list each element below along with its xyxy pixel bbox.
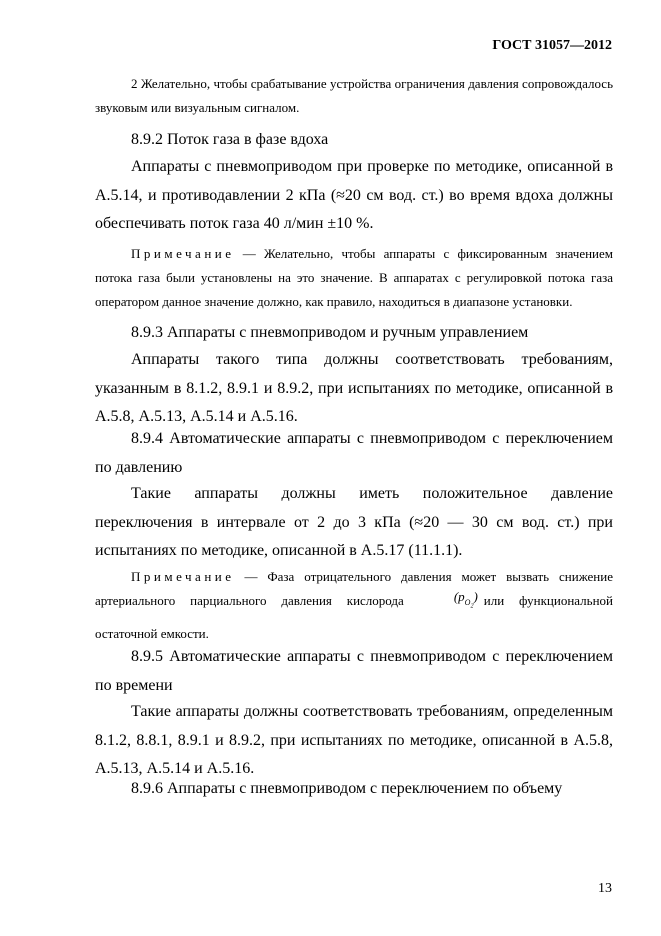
- note-label: Примечание: [131, 569, 235, 584]
- note-2: 2 Желательно, чтобы срабатывание устройства ограничения давления сопровождалось звуковым или визуальным сигналом.: [95, 76, 613, 115]
- note-flow: [95, 242, 613, 314]
- note-text: — Желательно, чтобы аппараты с фиксированным значением потока газа были установлены на это значение. В аппаратах с регулировкой потока газа оператором данное значение должно, как правило, находиться в диапазоне установки.: [95, 246, 613, 309]
- section-8-9-4-title: 8.9.4 Автоматические аппараты с пневмоприводом с переключением по давлению: [95, 430, 613, 476]
- note-label: Примечание: [131, 246, 235, 261]
- note-text-a: — Фаза отрицательного давления может вызвать снижение артериального парциального давления кислорода: [95, 569, 613, 608]
- section-8-9-6-title: 8.9.6 Аппараты с пневмоприводом с переключением по объему: [131, 780, 563, 797]
- section-8-9-3-body: Аппараты такого типа должны соответствовать требованиям, указанным в 8.1.2, 8.9.1 и 8.9.2, при испытаниях по методике, описанной в А.5.8, А.5.13, А.5.14 и А.5.16.: [95, 351, 613, 425]
- standard-header: ГОСТ 31057—2012: [492, 38, 612, 53]
- note-text-b: или функциональной остаточной емкости.: [95, 593, 613, 642]
- page-number: 13: [598, 881, 612, 896]
- section-8-9-5-title: 8.9.5 Автоматические аппараты с пневмоприводом с переключением по времени: [95, 648, 613, 694]
- section-8-9-5-body: Такие аппараты должны соответствовать требованиям, определенным 8.1.2, 8.8.1, 8.9.1 и 8.9.2, при испытаниях по методике, описанной в А.5.8, А.5.13, А.5.14 и А.5.16.: [95, 703, 613, 777]
- section-8-9-3-title: 8.9.3 Аппараты с пневмоприводом и ручным управлением: [131, 324, 529, 341]
- section-8-9-4-body: Такие аппараты должны иметь положительное давление переключения в интервале от 2 до 3 кПа (≈20 — 30 см вод. ст.) при испытаниях по методике, описанной в А.5.17 (11.1.1).: [95, 485, 613, 559]
- section-8-9-2-body: Аппараты с пневмоприводом при проверке по методике, описанной в А.5.14, и противодавлении 2 кПа (≈20 см вод. ст.) во время вдоха должны обеспечивать поток газа 40 л/мин ±10 %.: [95, 158, 613, 232]
- oxygen-partial-pressure-formula: $(p_{O_2})$: [453, 589, 478, 610]
- section-8-9-2-title: 8.9.2 Поток газа в фазе вдоха: [131, 131, 329, 148]
- note-pressure-phase: [95, 565, 613, 646]
